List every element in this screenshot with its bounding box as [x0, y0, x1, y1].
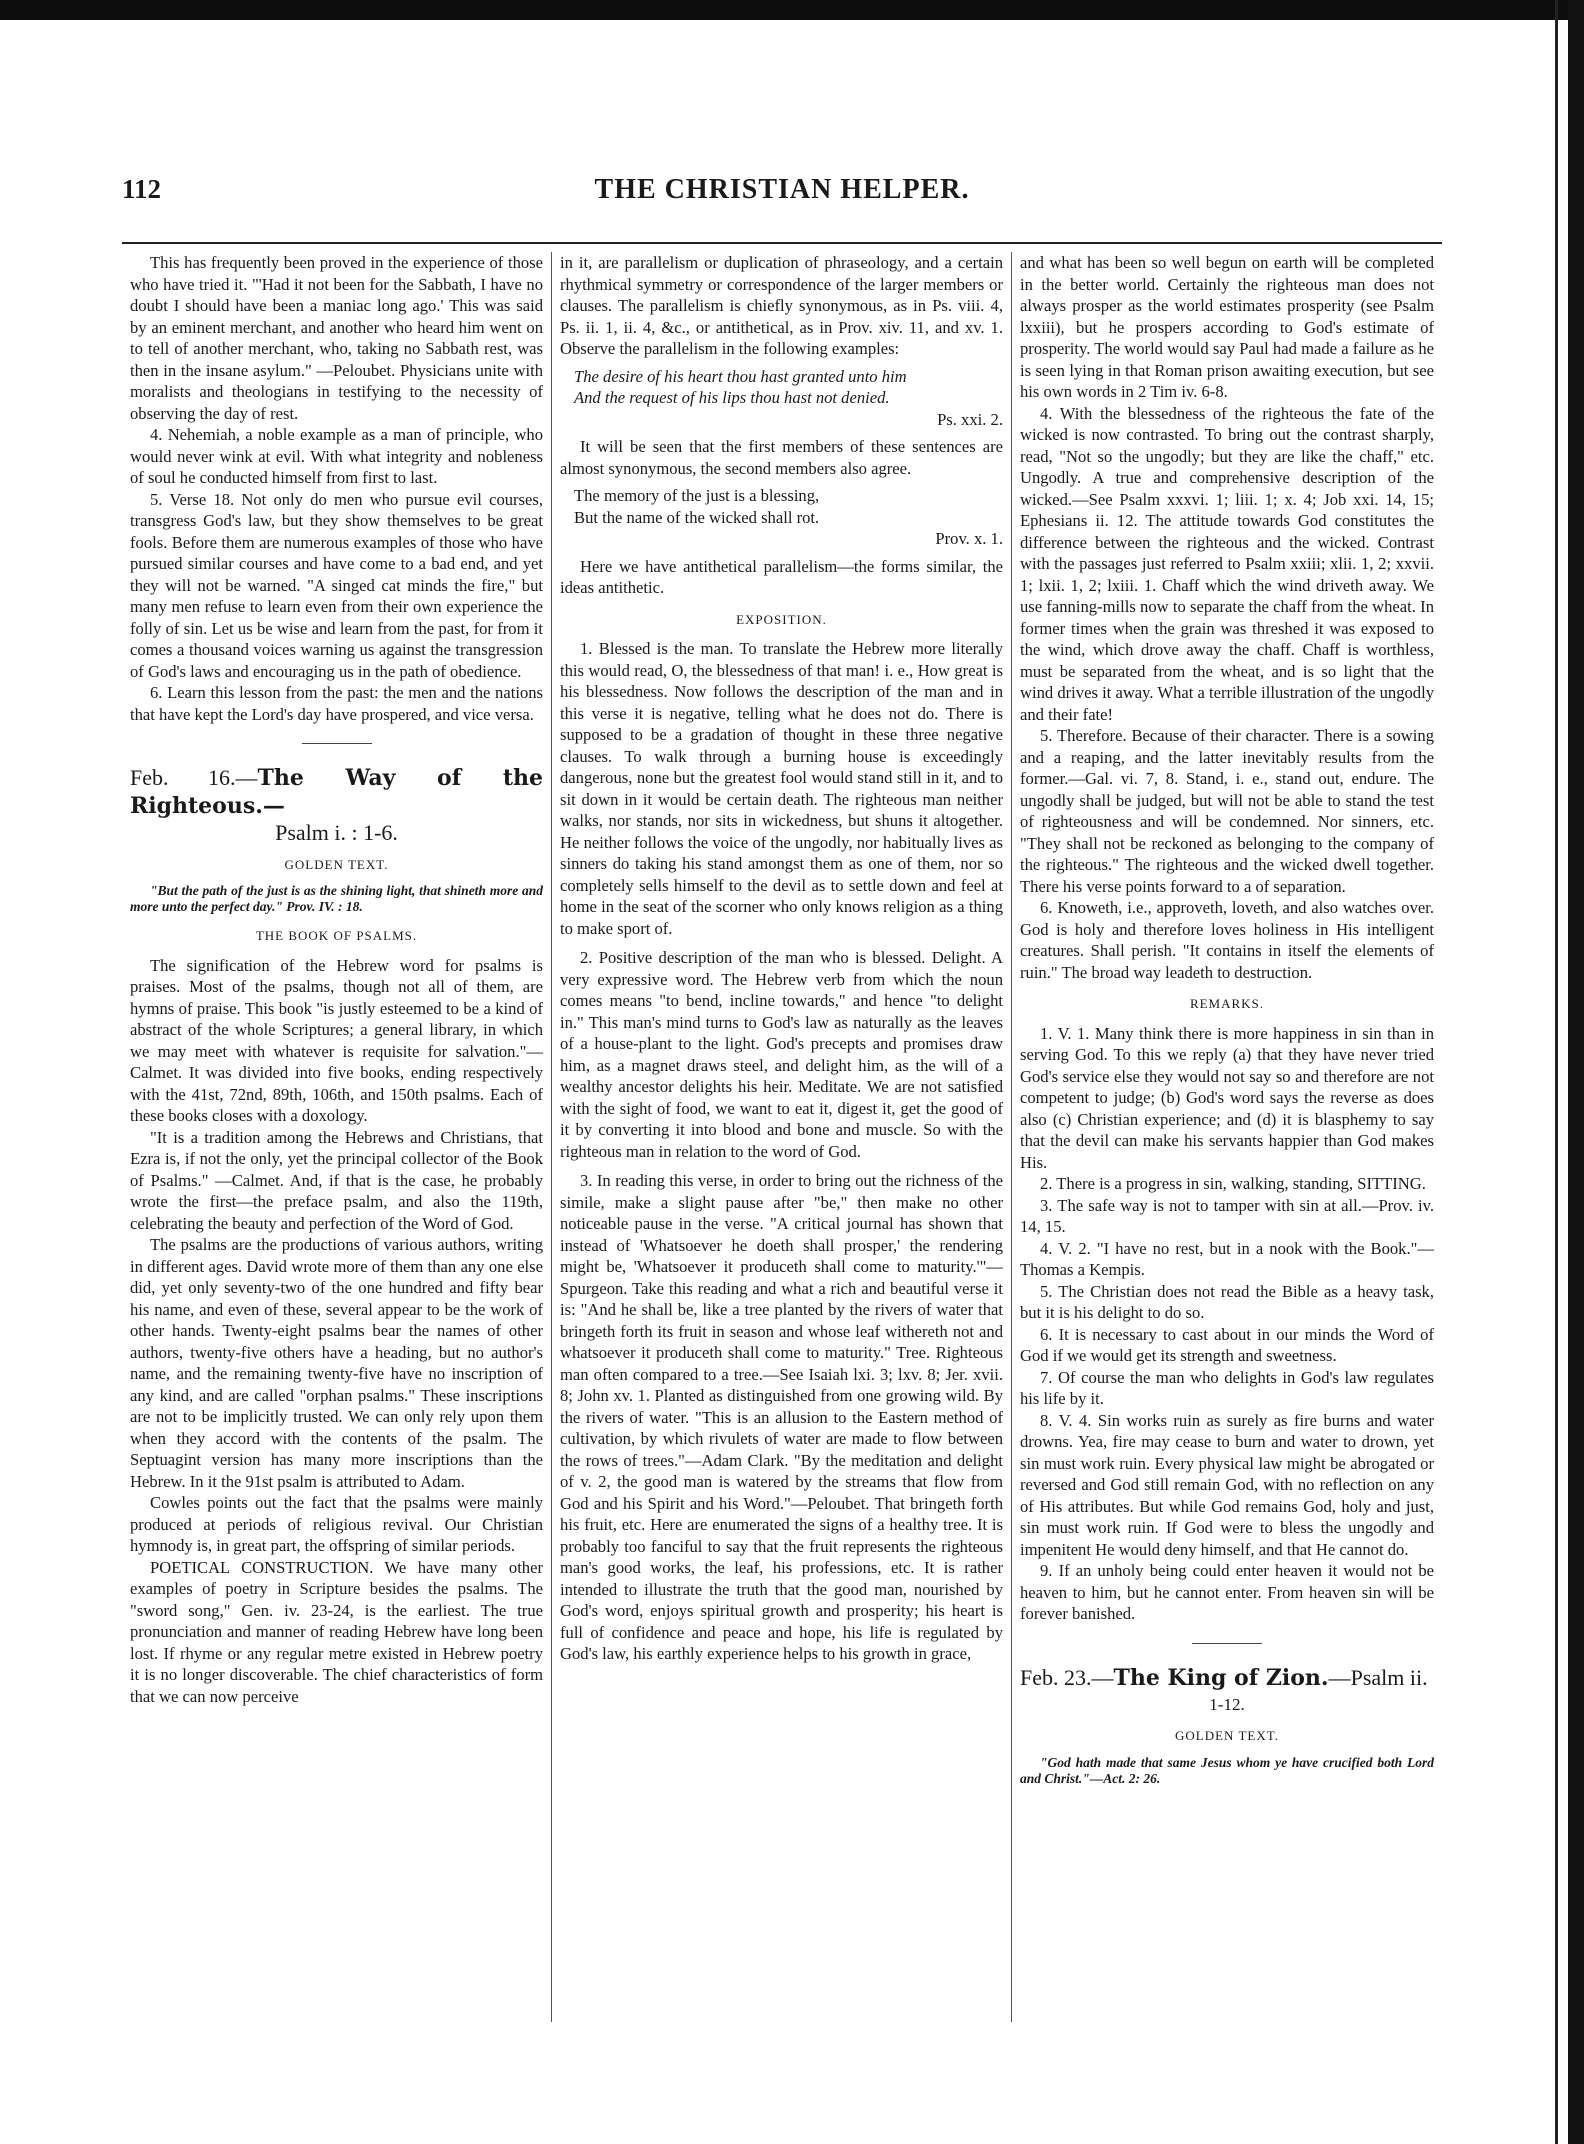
verse-line: The memory of the just is a blessing,: [574, 486, 820, 505]
header-rule: [122, 242, 1442, 244]
remark: 9. If an unholy being could enter heaven it would not be heaven to him, but he cannot enter. From heaven sin will be forever banished.: [1020, 1561, 1434, 1623]
column-3: [1012, 252, 1442, 2022]
lesson-title: [1020, 1664, 1434, 1692]
golden-text-heading: GOLDEN TEXT.: [1175, 1728, 1279, 1743]
golden-text-heading: GOLDEN TEXT.: [284, 856, 389, 872]
remark: 1. V. 1. Many think there is more happiness in sin than in serving God. To this we reply (a) that they have never tried God's service else they would not say so and therefore are not competent to judge; (b) God's word says the reverse as does also (c) Christian experience; and (d) it is blasphemy to say that the devil can make his servants happier than God makes His.: [1020, 1023, 1434, 1172]
paragraph: 4. Nehemiah, a noble example as a man of principle, who would never wink at evil. With what integrity and nobleness of soul he conducted himself from first to last.: [130, 425, 543, 487]
spacer: [560, 1162, 1003, 1170]
section-divider: [1192, 1643, 1262, 1644]
lesson-name: The Way of the Righteous.—: [130, 765, 544, 819]
paragraph: 5. Therefore. Because of their character. There is a sowing and a reaping, and the latter inevitably results from the former.—Gal. vi. 7, 8. Stand, i. e., stand out, endure. The ungodly shall be judged, but will not be able to stand the test of righteousness and will be condemned. Nor sinners, etc. "They shall not be reckoned as belonging to the company of the righteous." The righteous and the wicked dwell together. There his verse points forward to a of separation.: [1020, 726, 1434, 896]
paragraph: 1. Blessed is the man. To translate the Hebrew more literally this would read, O, the blessedness of that man! i. e., How great is his blessedness. Now follows the description of the man and in this verse it is negative, telling what he does not do. There is supposed to be a gradation of thought in these three negative clauses. To walk through a burning house is exceedingly dangerous, none but the greatest fool would stand still in it, and to sit down in it would be certain death. The righteous man neither walks, nor stands, nor sits in wickedness, but shuns it altogether. He neither follows the voice of the ungodly, nor habitually lives as sinners do taking his stand amongst them as one of them, nor so completely sells himself to the devil as to settle down and feel at home in the seat of the scorner who only knows religion as a thing to make sport of.: [560, 639, 1003, 938]
spacer: [560, 939, 1003, 947]
remark: 6. It is necessary to cast about in our minds the Word of God if we would get its strength and sweetness.: [1020, 1324, 1434, 1365]
right-border: [1568, 0, 1584, 2144]
page: [122, 160, 1442, 2022]
lesson-date: Feb. 16.—: [130, 765, 258, 790]
lesson-reference: Psalm i. : 1-6.: [275, 820, 398, 845]
remark: 7. Of course the man who delights in God's law regulates his life by it.: [1020, 1367, 1434, 1408]
section-divider: [302, 743, 372, 744]
paragraph: and what has been so well begun on earth will be completed in the better world. Certainly the righteous man does not always prosper as the world estimates prosperity (see Psalm lxxiii), but he prospers according to God's estimate of prosperity. The world would say Paul had made a failure as he is seen lying in that Roman prison awaiting execution, but see his own words in 2 Tim iv. 6-8.: [1020, 253, 1434, 401]
page-number: 112: [122, 174, 162, 204]
paragraph: 5. Verse 18. Not only do men who pursue evil courses, transgress God's law, but they show themselves to be great fools. Before them are numerous examples of those who have pursued similar courses and have come to a bad end, and yet they will not be warned. "A singed cat minds the fire," but many men refuse to learn even from their own experience the folly of sin. Let us be wise and learn from the past, for from it comes a thousand voices warning us against the transgression of God's laws and encouraging us in the path of obedience.: [130, 489, 543, 681]
golden-text: "But the path of the just is as the shining light, that shineth more and more unto the perfect day." Prov. IV. : 18.: [130, 883, 543, 914]
remark: 5. The Christian does not read the Bible as a heavy task, but it is his delight to do so.: [1020, 1281, 1434, 1322]
verse-line: But the name of the wicked shall rot.: [574, 507, 820, 527]
paragraph: Cowles points out the fact that the psalms were mainly produced at periods of religious revival. Our Christian hymnody is, in great part, the offspring of similar periods.: [130, 1493, 543, 1555]
paragraph: POETICAL CONSTRUCTION. We have many other examples of poetry in Scripture besides the psalms. The "sword song," Gen. iv. 23-24, is the earliest. The true pronunciation and manner of reading Hebrew have long been lost. If rhyme or any regular metre existed in Hebrew poetry it is no longer discoverable. The chief characteristics of form that we can now perceive: [130, 1557, 543, 1706]
top-border: [0, 0, 1584, 20]
text-columns: [122, 252, 1442, 2022]
paragraph: 2. Positive description of the man who is blessed. Delight. A very expressive word. The Hebrew verb from which the noun comes means "to bend, incline towards," and hence "to delight in." This man's mind turns to God's law as naturally as the leaves of a house-plant to the light. God's precepts and promises draw him, as a magnet draws steel, and delight him, as the will of a wealthy ancestor delights his heir. Meditate. We are not satisfied with the sight of food, we want to eat it, digest it, get the good of it by converting it into blood and bone and muscle. So with the righteous man in relation to the word of God.: [560, 948, 1003, 1161]
paragraph: 6. Knoweth, i.e., approveth, loveth, and also watches over. God is holy and therefore loves holiness in His intelligent creatures. Shall perish. "It contains in itself the elements of ruin." The broad way leadeth to destruction.: [1020, 898, 1434, 982]
column-1: [122, 252, 552, 2022]
remark: 3. The safe way is not to tamper with sin at all.—Prov. iv. 14, 15.: [1020, 1195, 1434, 1236]
lesson-name: The King of Zion.: [1113, 1664, 1329, 1691]
remark: 8. V. 4. Sin works ruin as surely as fire burns and water drowns. Yea, fire may cease to burn and water to drown, yet sin must work ruin. Every physical law might be abrogated or reversed and God still remain God, with no reflection on any of His attributes. But while God remains God, holy and just, sin must work ruin. If God were to bless the ungodly and impenitent He would deny himself, and that He cannot do.: [1020, 1410, 1434, 1559]
verse-quote: [560, 366, 1003, 431]
exposition-heading: EXPOSITION.: [736, 611, 827, 627]
page-header: [122, 160, 1442, 234]
paragraph: The signification of the Hebrew word for psalms is praises. Most of the psalms, though not all of them, are hymns of praise. This book "is justly esteemed to be a kind of abstract of the whole Scriptures; a general library, in which we may meet with whatever is requisite for salvation."—Calmet. It was divided into five books, ending respectively with the 41st, 72nd, 89th, 106th, and 150th psalms. Each of these books closes with a doxology.: [130, 955, 543, 1125]
paragraph: 3. In reading this verse, in order to bring out the richness of the simile, make a slight pause after "be," then make no other noticeable pause in the verse. "A critical journal has shown that instead of 'Whatsoever he doeth shall prosper,' the rendering might be, 'Whatsoever it produceth shall come to maturity.'"—Spurgeon. Take this reading and what a rich and beautiful verse it is: "And he shall be, like a tree planted by the rivers of water that bringeth forth its fruit in season and whose leaf withereth not and whatsoever it produceth shall come to maturity." Tree. Righteous man often compared to a tree.—See Isaiah lxi. 3; lxv. 8; Jer. xvii. 8; John xv. 1. Planted as distinguished from one growing wild. By the rivers of water. "This is an allusion to the Eastern method of cultivation, by which rivulets of water are made to flow between the rows of trees."—Adam Clark. "By the meditation and delight of v. 2, the good man is watered by the streams that flow from God and his Spirit and his Word."—Peloubet. That bringeth forth his fruit, etc. Here are enumerated the signs of a healthy tree. It is probably too fanciful to say that the fruit represents the righteous man's good works, the leaf, his professions, etc. It is rather intended to illustrate the truth that the good man, nourished by God's word, enjoys spiritual growth and prosperity; his heart is full of confidence and peace and hope, his life is regulated by God's law, his earthly experience helps to his growth in grace,: [560, 1171, 1003, 1663]
right-border-line: [1555, 0, 1558, 2144]
book-of-psalms-heading: THE BOOK OF PSALMS.: [255, 928, 418, 943]
paragraph: It will be seen that the first members of these sentences are almost synonymous, the second members also agree.: [560, 437, 1003, 478]
verse-quote: [560, 485, 1003, 550]
paragraph: 4. With the blessedness of the righteous the fate of the wicked is now contrasted. To bring out the contrast sharply, read, "Not so the ungodly; but they are like the chaff," etc. Ungodly. A true and comprehensive description of the wicked.—See Psalm xxxvi. 1; liii. 1; x. 4; Job xxi. 14, 15; Ephesians ii. 12. The attitude towards God constitutes the difference between the righteous and the wicked. Contrast with the passages just referred to Psalm xxiii; xlii. 1, 2; xxvii. 1; lxii. 1, 2; lxiii. 1. Chaff which the wind driveth away. We use fanning-mills now to separate the chaff from the wheat. In former times when the grain was threshed it was exposed to the wind, which drove away the chaff. Chaff is worthless, must be separated from the wheat, and is so light that the wind drives it away. What a terrible illustration of the ungodly and their fate!: [1020, 403, 1434, 724]
lesson-reference: 1-12.: [1209, 1694, 1245, 1714]
lesson-date: Feb. 23.—: [1020, 1664, 1114, 1690]
paragraph: 6. Learn this lesson from the past: the men and the nations that have kept the Lord's day have prospered, and vice versa.: [130, 683, 543, 724]
verse-reference: Prov. x. 1.: [935, 529, 1003, 548]
lesson-reference-inline: —Psalm ii.: [1328, 1664, 1428, 1690]
remarks-heading: REMARKS.: [1189, 996, 1265, 1011]
paragraph: This has frequently been proved in the experience of those who have tried it. "'Had it not been for the Sabbath, I have no doubt I should have been a maniac long ago.' This was said by an eminent merchant, and another who heard him went on to tell of another merchant, who, taking no Sabbath rest, was then in the insane asylum." —Peloubet. Physicians unite with moralists and theologians in testifying to the necessity of observing the day of rest.: [130, 253, 543, 423]
remark: 2. There is a progress in sin, walking, standing, SITTING.: [1040, 1174, 1426, 1193]
remark: 4. V. 2. "I have no rest, but in a nook with the Book."—Thomas a Kempis.: [1020, 1238, 1434, 1279]
paragraph: Here we have antithetical parallelism—the forms similar, the ideas antithetic.: [560, 556, 1003, 597]
verse-line: The desire of his heart thou hast granted unto him: [574, 366, 907, 386]
paragraph: "It is a tradition among the Hebrews and Christians, that Ezra is, if not the only, yet the principal collector of the Book of Psalms." —Calmet. And, if that is the case, he probably wrote the first—the preface psalm, and also the 119th, celebrating the beauty and perfection of the Word of God.: [130, 1127, 543, 1233]
journal-title: THE CHRISTIAN HELPER.: [594, 174, 970, 205]
paragraph: The psalms are the productions of various authors, writing in different ages. David wrote more of them than any one else did, yet only seventy-two of the one hundred and fifty bear his name, and even of these, several appear to be the work of other hands. Twenty-eight psalms bear the names of other authors, twenty-five others have a heading, but no author's name, and the remaining twenty-five have no inscription of any kind, and are called "orphan psalms." These inscriptions are not to be implicitly trusted. We can only rely upon them when they accord with the contents of the psalm. The Septuagint version has many more inscriptions than the Hebrew. In it the 91st psalm is attributed to Adam.: [130, 1235, 543, 1491]
paragraph: in it, are parallelism or duplication of phraseology, and a certain rhythmical symmetry or correspondence of the larger members or clauses. The parallelism is chiefly synonymous, as in Ps. viii. 4, Ps. ii. 1, ii. 4, &c., or antithetical, as in Prov. xiv. 11, and xv. 1. Observe the parallelism in the following examples:: [560, 253, 1003, 358]
lesson-title: [130, 764, 543, 820]
verse-line: And the request of his lips thou hast not denied.: [574, 388, 890, 407]
golden-text: "God hath made that same Jesus whom ye have crucified both Lord and Christ."—Act. 2: 26.: [1020, 1754, 1434, 1786]
column-2: [552, 252, 1012, 2022]
verse-reference: Ps. xxi. 2.: [937, 409, 1003, 429]
